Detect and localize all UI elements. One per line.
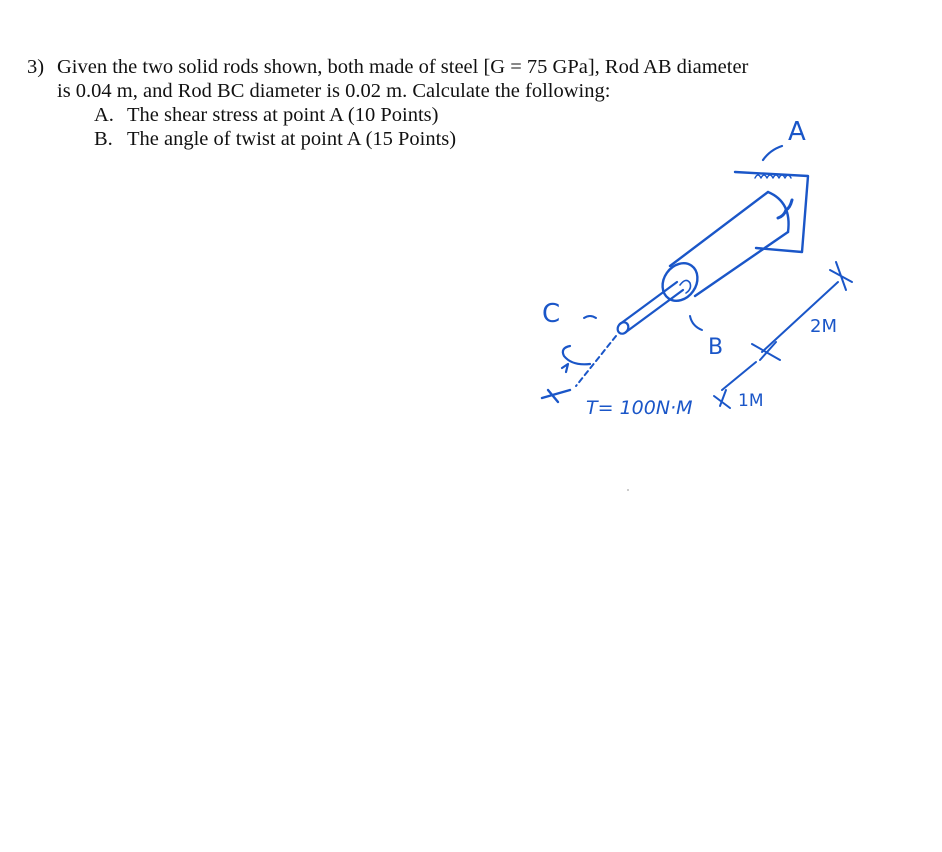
torque-arrow-curve <box>563 346 590 364</box>
problem-number: 3) <box>27 56 45 78</box>
label-a: A <box>788 117 806 147</box>
part-b-letter: B. <box>94 128 113 150</box>
rod-bc-top-edge <box>620 282 677 324</box>
dimension-tick-b <box>752 342 780 360</box>
dimension-line-bc <box>722 362 756 390</box>
problem-line-1 <box>27 55 847 79</box>
part-a-text: The shear stress at point A (10 Points) <box>127 104 439 126</box>
label-a-pointer <box>763 146 782 160</box>
part-a-letter: A. <box>94 104 114 126</box>
problem-text-line-1: Given the two solid rods shown, both made of steel [G = 75 GPa], Rod AB diameter <box>57 56 749 78</box>
dimension-tick-c <box>714 390 730 408</box>
rod-bc-end-c <box>615 320 630 336</box>
part-b-text: The angle of twist at point A (15 Points) <box>127 128 457 150</box>
wall-support <box>735 172 808 252</box>
dimension-bc-label: 1M <box>738 391 764 411</box>
torque-label: T= 100N·M <box>586 397 693 419</box>
rod-bc-bottom-edge <box>626 290 683 332</box>
torque-arrowhead <box>562 364 568 372</box>
torque-vector-tip <box>542 390 570 402</box>
label-b: B <box>708 335 724 360</box>
problem-text-line-2: is 0.04 m, and Rod BC diameter is 0.02 m. Calculate the following: <box>57 80 611 102</box>
shaft-sketch-drawing <box>530 110 870 420</box>
label-c: C <box>542 299 561 329</box>
label-b-pointer <box>690 316 702 330</box>
dimension-ab-label: 2M <box>810 316 837 337</box>
problem-line-2 <box>27 79 847 103</box>
scan-speck <box>627 489 629 491</box>
label-c-pointer <box>584 316 596 318</box>
torque-axis-line <box>576 336 616 386</box>
rod-ab-bottom-edge <box>695 232 788 296</box>
rod-ab-end-b <box>655 256 704 307</box>
shaft-sketch <box>530 110 870 420</box>
